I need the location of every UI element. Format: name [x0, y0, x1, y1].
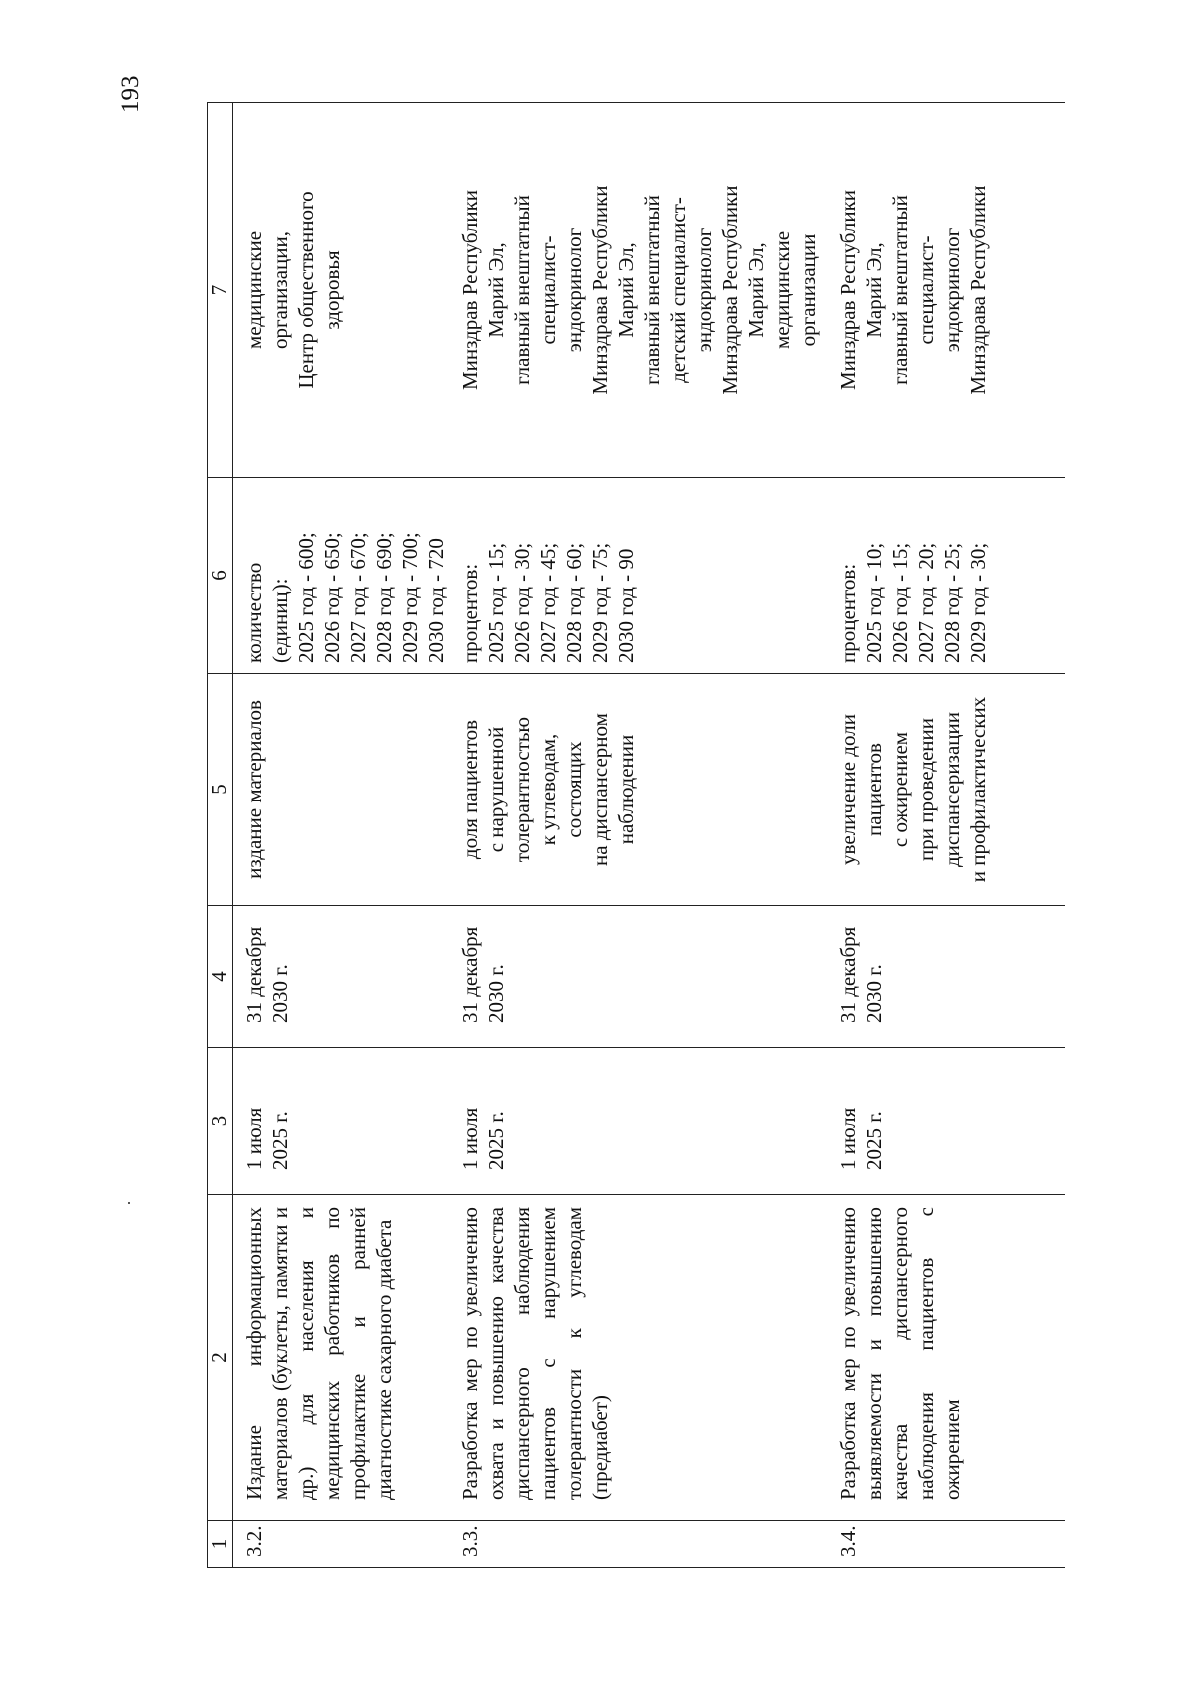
- end-date-text: 31 декабря 2030 г.: [836, 926, 886, 1023]
- expected-result: [233, 674, 450, 906]
- measure-name: Издание информационных материалов (буклеты, памятки и др.) для населения и медицинских работников по профилактике и ранней диагностике сахарного диабета: [233, 1195, 450, 1521]
- end-date: [449, 906, 827, 1048]
- table-row: [233, 103, 450, 1568]
- header-row: [208, 103, 233, 1568]
- expected-result-text: доля пациентов с нарушенной толерантностью к углеводам, состоящих на диспансерном наблюдении: [458, 713, 638, 866]
- expected-result-text: увеличение доли пациентов с ожирением при проведении диспансеризации и профилактических: [836, 696, 990, 883]
- indicator: процентов: 2025 год - 15; 2026 год - 30; 2027 год - 45; 2028 год - 60; 2029 год - 75; 2030 год - 90: [449, 478, 827, 674]
- responsible: Минздрав Республики Марий Эл, главный внештатный специалист- эндокринолог Минздрава Республики Марий Эл, главный внештатный детский специалист- эндокринолог Минздрава Республики Марий Эл, медицинские организации: [449, 103, 827, 478]
- expected-result: [449, 674, 827, 906]
- start-date: [233, 1048, 450, 1195]
- row-number: 3.4.: [827, 1521, 1065, 1568]
- measure-name: Разработка мер по увеличению охвата и повышению качества диспансерного наблюдения пациентов с нарушением толерантности к углеводам (предиабет): [449, 1195, 827, 1521]
- table-row: [827, 103, 1065, 1568]
- expected-result-text: издание материалов: [242, 700, 266, 879]
- page-number: 193: [117, 75, 144, 113]
- header-cell: 4: [208, 906, 233, 1048]
- end-date: [233, 906, 450, 1048]
- start-date-text: 1 июля 2025 г.: [458, 1107, 508, 1170]
- header-cell: 3: [208, 1048, 233, 1195]
- end-date: [827, 906, 1065, 1048]
- expected-result: [827, 674, 1065, 906]
- scan-speck: [128, 1202, 130, 1204]
- start-date-text: 1 июля 2025 г.: [836, 1107, 886, 1170]
- rotated-table-container: [207, 103, 1077, 1568]
- header-cell: 2: [208, 1195, 233, 1521]
- responsible: Минздрав Республики Марий Эл, главный внештатный специалист- эндокринолог Минздрава Республики: [827, 103, 1065, 478]
- header-cell: 5: [208, 674, 233, 906]
- responsible: медицинские организации, Центр общественного здоровья: [233, 103, 450, 478]
- measures-table: [207, 102, 1065, 1568]
- row-number: 3.3.: [449, 1521, 827, 1568]
- start-date: [449, 1048, 827, 1195]
- header-cell: 7: [208, 103, 233, 478]
- indicator: процентов: 2025 год - 10; 2026 год - 15; 2027 год - 20; 2028 год - 25; 2029 год - 30;: [827, 478, 1065, 674]
- indicator: количество (единиц): 2025 год - 600; 2026 год - 650; 2027 год - 670; 2028 год - 690; 2029 год - 700; 2030 год - 720: [233, 478, 450, 674]
- measure-name: Разработка мер по увеличению выявляемости и повышению качества диспансерного наблюдения пациентов с ожирением: [827, 1195, 1065, 1521]
- end-date-text: 31 декабря 2030 г.: [242, 926, 292, 1023]
- start-date: [827, 1048, 1065, 1195]
- header-cell: 1: [208, 1521, 233, 1568]
- table-row: [449, 103, 827, 1568]
- header-cell: 6: [208, 478, 233, 674]
- start-date-text: 1 июля 2025 г.: [242, 1107, 292, 1170]
- end-date-text: 31 декабря 2030 г.: [458, 926, 508, 1023]
- row-number: 3.2.: [233, 1521, 450, 1568]
